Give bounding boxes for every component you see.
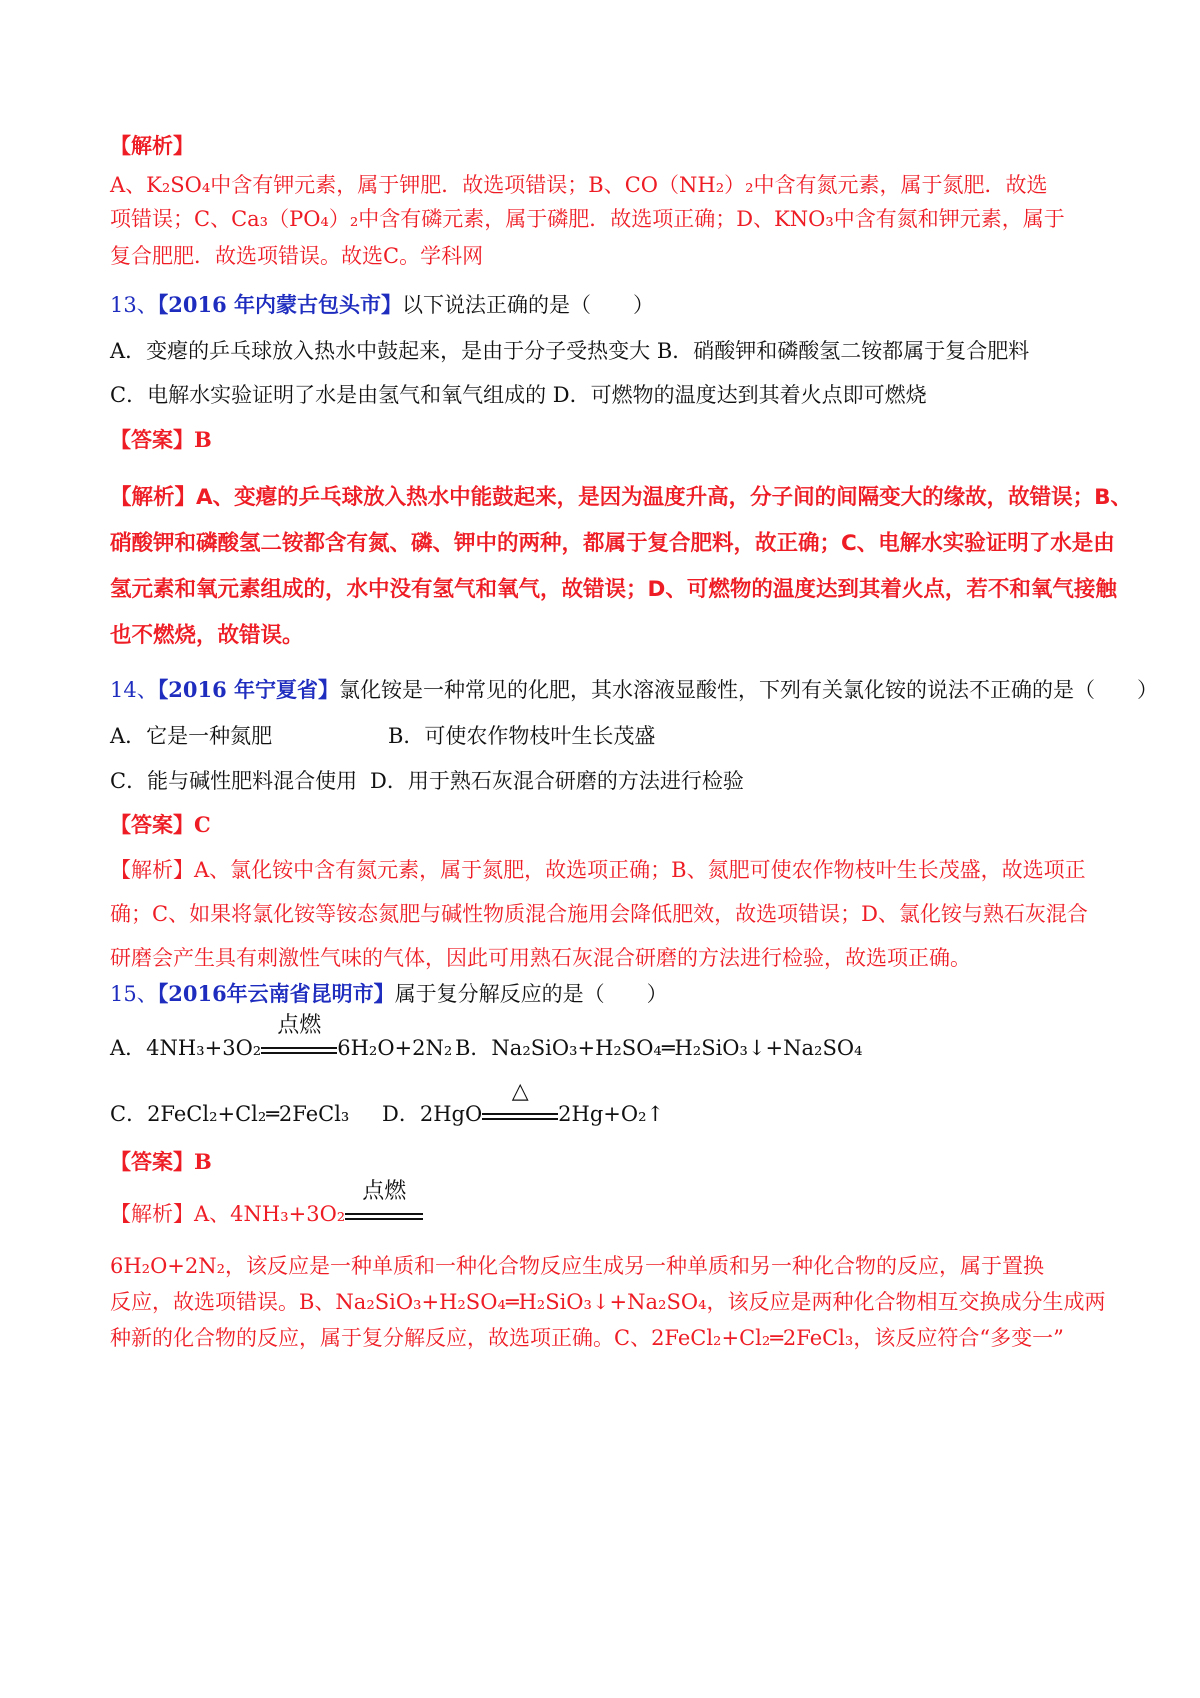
equation-left: A．4NH₃+3O₂	[110, 1036, 262, 1060]
option-a: A．它是一种氮肥	[110, 724, 273, 748]
equation-left: D．2HgO	[382, 1102, 483, 1126]
explanation-line: 复合肥肥．故选项错误。故选C。学科网	[110, 244, 484, 268]
answer-label: 【答案】B	[110, 1149, 212, 1174]
explanation-line: 项错误；C、Ca₃（PO₄）₂中含有磷元素，属于磷肥．故选项正确；D、KNO₃中含有氮和钾元素，属于	[110, 207, 1065, 231]
condition-text: 点燃	[362, 1178, 407, 1204]
explanation-line: 硝酸钾和磷酸氢二铵都含有氮、磷、钾中的两种，都属于复合肥料，故正确；C、电解水实验证明了水是由	[110, 531, 1115, 556]
explanation-prefix: 【解析】A、4NH₃+3O₂	[110, 1202, 346, 1226]
option-a	[110, 1012, 453, 1064]
question-number: 14、	[110, 678, 158, 702]
explanation-label: 【解析】	[110, 134, 194, 158]
heat-symbol: △	[511, 1078, 529, 1104]
explanation-line: 种新的化合物的反应，属于复分解反应，故选项正确。C、2FeCl₂+Cl₂═2FeCl₃，该反应符合“多变一”	[110, 1326, 1064, 1350]
equation-right: 6H₂O+2N₂	[337, 1036, 453, 1060]
option-b: B．Na₂SiO₃+H₂SO₄═H₂SiO₃↓+Na₂SO₄	[455, 1036, 863, 1060]
question-source: 【2016 年宁夏省】	[157, 677, 339, 702]
question-13-header	[110, 291, 654, 319]
question-15-header	[110, 980, 668, 1008]
condition-text: 点燃	[277, 1012, 322, 1038]
question-source: 【2016 年内蒙古包头市】	[157, 292, 402, 317]
question-stem: 以下说法正确的是（ ）	[402, 293, 654, 317]
question-options: C．电解水实验证明了水是由氢气和氧气组成的 D．可燃物的温度达到其着火点即可燃烧	[110, 383, 927, 407]
option-b: B．可使农作物枝叶生长茂盛	[388, 724, 656, 748]
explanation-line: 【解析】A、氯化铵中含有氮元素，属于氮肥，故选项正确；B、氮肥可使农作物枝叶生长茂盛，故选项正	[110, 858, 1086, 882]
question-number: 15、	[110, 982, 158, 1006]
reaction-condition	[482, 1078, 558, 1130]
reaction-condition	[345, 1178, 423, 1230]
option-c: C．能与碱性肥料混合使用	[110, 769, 358, 793]
reaction-condition	[261, 1012, 337, 1064]
explanation-line: 反应，故选项错误。B、Na₂SiO₃+H₂SO₄═H₂SiO₃↓+Na₂SO₄，该反应是两种化合物相互交换成分生成两	[110, 1290, 1106, 1314]
explanation-line: A、K₂SO₄中含有钾元素，属于钾肥．故选项错误；B、CO（NH₂）₂中含有氮元素，属于氮肥．故选	[110, 173, 1048, 197]
question-source: 【2016年云南省昆明市】	[157, 981, 395, 1006]
answer-label: 【答案】B	[110, 427, 212, 452]
explanation-line: 研磨会产生具有刺激性气味的气体，因此可用熟石灰混合研磨的方法进行检验，故选项正确。	[110, 946, 971, 970]
question-14-header	[110, 676, 1158, 704]
option-d: D．用于熟石灰混合研磨的方法进行检验	[370, 769, 744, 793]
explanation-line: 【解析】A、变瘪的乒乓球放入热水中能鼓起来，是因为温度升高，分子间的间隔变大的缘故，故错误；B、	[110, 485, 1133, 510]
question-number: 13、	[110, 293, 158, 317]
option-d	[382, 1078, 665, 1130]
option-c: C．2FeCl₂+Cl₂═2FeCl₃	[110, 1102, 350, 1126]
explanation-line: 也不燃烧，故错误。	[110, 623, 304, 648]
answer-label: 【答案】C	[110, 812, 211, 837]
explanation-line	[110, 1178, 423, 1230]
question-stem: 属于复分解反应的是（ ）	[394, 982, 668, 1006]
explanation-line: 氢元素和氧元素组成的，水中没有氢气和氧气，故错误；D、可燃物的温度达到其着火点，若不和氧气接触	[110, 577, 1117, 602]
question-stem: 氯化铵是一种常见的化肥，其水溶液显酸性，下列有关氯化铵的说法不正确的是（ ）	[339, 678, 1158, 702]
equation-right: 2Hg+O₂↑	[558, 1102, 665, 1126]
explanation-line: 6H₂O+2N₂，该反应是一种单质和一种化合物反应生成另一种单质和另一种化合物的反应，属于置换	[110, 1254, 1045, 1278]
explanation-line: 确；C、如果将氯化铵等铵态氮肥与碱性物质混合施用会降低肥效，故选项错误；D、氯化铵与熟石灰混合	[110, 902, 1088, 926]
question-options: A．变瘪的乒乓球放入热水中鼓起来，是由于分子受热变大 B．硝酸钾和磷酸氢二铵都属于复合肥料	[110, 339, 1030, 363]
